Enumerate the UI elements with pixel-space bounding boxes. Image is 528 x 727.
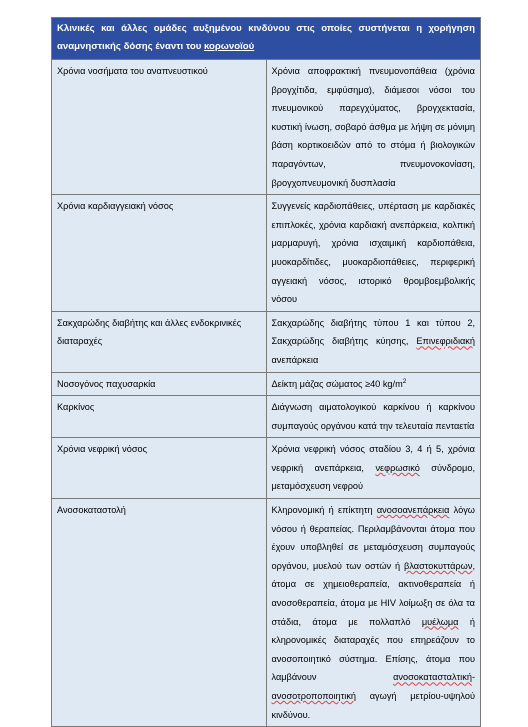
description-text: - <box>471 672 475 683</box>
table-title-underlined: κορωνοϊού <box>203 41 255 52</box>
description-cell: Χρόνια αποφρακτική πνευμονοπάθεια (χρόνια βρογχίτιδα, εμφύσημα), διάμεσοι νόσοι του πνευμονικού παρεγχύματος, βρογχεκτασία, κυστική ίνωση, σοβαρό άσθμα με λήψη σε μόνιμη βάση κορτικοειδών από το στόμα ή βιολογικών παραγόντων, πνευμονοκονίαση, βρογχοπνευμονική δυσπλασία <box>266 60 481 195</box>
description-text: ή κληρονομικές διαταραχές που επηρεάζουν το ανοσοποιητικό σύστημα. Επίσης, άτομα που λαμβάνουν <box>271 616 475 683</box>
risk-groups-table <box>51 17 481 727</box>
spellcheck-word: ανοσοανεπάρκεια <box>376 505 450 516</box>
description-text: Χρόνια νεφρική νόσος σταδίου 3, 4 ή 5, χρόνια νεφρική ανεπάρκεια, <box>271 444 475 473</box>
description-text: σύνδρομο, μεταμόσχευση νεφρού <box>271 462 475 492</box>
description-text: , άτομα σε χημειοθεραπεία, ακτινοθεραπεία ή ανοσοθεραπεία, άτομα με HIV λοίμωξη σε όλα τα στάδια, άτομα με πολλαπλό <box>271 560 475 627</box>
table-row <box>52 372 481 396</box>
spellcheck-word: βλαστοκυττάρων <box>404 560 473 571</box>
description-text: λόγω νόσου ή θεραπείας. Περιλαμβάνονται άτομα που έχουν υποβληθεί σε μεταμόσχευση συμπαγούς οργάνου, μυελού των οστών ή <box>271 505 475 571</box>
description-cell: Συγγενείς καρδιοπάθειες, υπέρταση με καρδιακές επιπλοκές, χρόνια καρδιακή ανεπάρκεια, κολπική μαρμαρυγή, χρόνια ισχαιμική καρδιοπάθεια, μυοκαρδίτιδες, μυοκαρδιοπάθειες, περιφερική αγγειακή νόσος, ιστορικό θρομβοεμβολικής νόσου <box>266 195 481 312</box>
table-row <box>52 499 481 727</box>
table-header-row <box>52 18 481 60</box>
description-cell <box>266 372 481 396</box>
superscript: 2 <box>402 377 407 385</box>
table-row <box>52 60 481 195</box>
table-title-text: Κλινικές και άλλες ομάδες αυξημένου κινδύνου στις οποίες συστήνεται η χορήγηση αναμνηστικής δόσης έναντι του <box>57 23 475 52</box>
description-text: Δείκτη μάζας σώματος ≥40 kg/m <box>271 378 403 389</box>
group-cell: Ανοσοκαταστολή <box>52 499 267 727</box>
description-cell: Διάγνωση αιματολογικού καρκίνου ή καρκίνου συμπαγούς οργάνου κατά την τελευταία πενταετία <box>266 396 481 438</box>
description-cell <box>266 311 481 372</box>
group-cell: Νοσογόνος παχυσαρκία <box>52 372 267 396</box>
spellcheck-word: νεφρωσικό <box>375 462 420 473</box>
table-row <box>52 396 481 438</box>
spellcheck-word: ανοσοκατασταλτική <box>393 672 472 683</box>
table-title <box>52 18 481 60</box>
description-text: Κληρονομική ή επίκτητη <box>271 505 377 516</box>
description-text: Σακχαρώδης διαβήτης τύπου 1 και τύπου 2, Σακχαρώδης διαβήτης κύησης, <box>271 317 475 347</box>
group-cell: Χρόνια νοσήματα του αναπνευστικού <box>52 60 267 195</box>
group-cell: Σακχαρώδης διαβήτης και άλλες ενδοκρινικές διαταραχές <box>52 311 267 372</box>
table-row <box>52 195 481 312</box>
description-text: ανεπάρκεια <box>271 354 319 365</box>
table-row <box>52 311 481 372</box>
group-cell: Χρόνια καρδιαγγειακή νόσος <box>52 195 267 312</box>
description-cell <box>266 438 481 499</box>
spellcheck-word: μυέλωμα <box>421 616 459 627</box>
spellcheck-word: Επινεφριδιακή <box>416 336 475 347</box>
description-text: αγωγή μετρίου-υψηλού κινδύνου. <box>271 691 475 720</box>
spellcheck-word: ανοσοτροποποιητική <box>271 691 357 701</box>
group-cell: Χρόνια νεφρική νόσος <box>52 438 267 499</box>
table-row <box>52 438 481 499</box>
description-cell <box>266 499 481 727</box>
group-cell: Καρκίνος <box>52 396 267 438</box>
